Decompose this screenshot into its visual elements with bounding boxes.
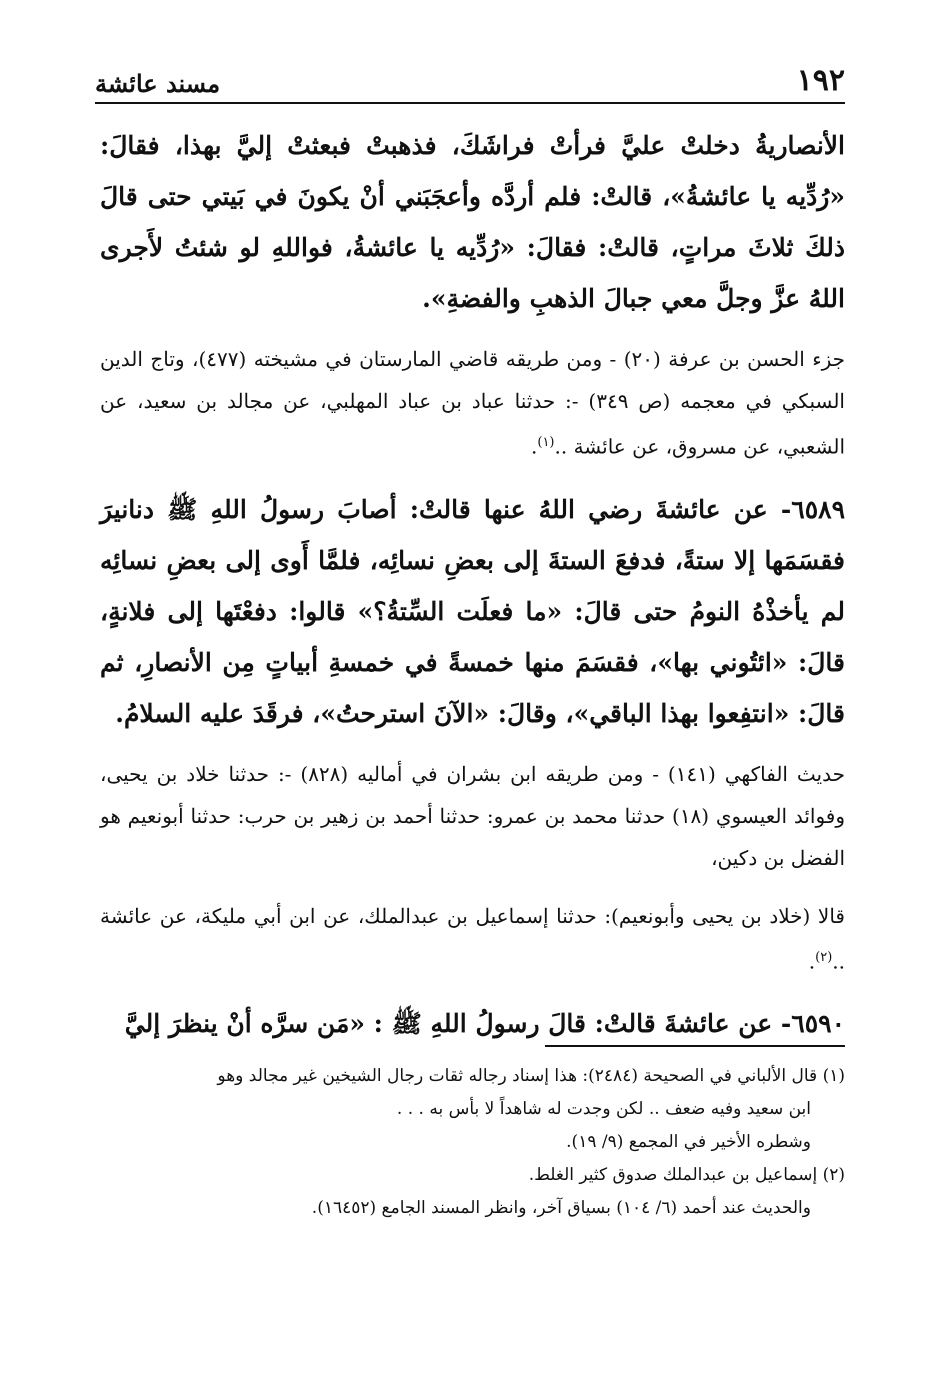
- footnote-ref: (١): [537, 435, 555, 450]
- footnote-2-cont: والحديث عند أحمد (٦/ ١٠٤) بسياق آخر، وانظر المسند الجامع (١٦٤٥٢).: [311, 1198, 811, 1218]
- running-title: مسند عائشة: [95, 69, 221, 98]
- hadith-source: جزء الحسن بن عرفة (٢٠) - ومن طريقه قاضي المارستان في مشيخته (٤٧٧)، وتاج الدين السبكي في معجمه (ص ٣٤٩) -: حدثنا عباد بن عباد المهلبي، عن مجالد بن سعيد، عن الشعبي، عن مسروق، عن عائشة ..$^{(١)}$.: [100, 347, 845, 459]
- hadith-6590: ٦٥٩٠- عن عائشةَ قالتْ: قالَ رسولُ اللهِ ﷺ : «مَن سرَّه أنْ ينظرَ إليَّ: [124, 1009, 845, 1039]
- footnote-1-cont: وشطره الأخير في المجمع (٩/ ١٩).: [566, 1132, 811, 1152]
- page-number: ١٩٢: [796, 63, 845, 98]
- footnote-1-cont: ابن سعيد وفيه ضعف .. لكن وجدت له شاهداً لا بأس به . . .: [396, 1099, 811, 1119]
- footnote-1: (١) قال الألباني في الصحيحة (٢٤٨٤): هذا إسناد رجاله ثقات رجال الشيخين غير مجالد وهو: [217, 1066, 845, 1086]
- hadith-source: حديث الفاكهي (١٤١) - ومن طريقه ابن بشران في أماليه (٨٢٨) -: حدثنا خلاد بن يحيى، وفوائد العيسوي (١٨) حدثنا محمد بن عمرو: حدثنا أحمد بن زهير بن حرب: حدثنا أبونعيم هو الفضل بن دكين،: [100, 761, 846, 870]
- footnote-2: (٢) إسماعيل بن عبدالملك صدوق كثير الغلط.: [528, 1165, 845, 1185]
- footnote-divider: [545, 1045, 845, 1047]
- page-header: [95, 58, 845, 104]
- hadith-text-continued: الأنصاريةُ دخلتْ عليَّ فرأتْ فراشَكَ، فذهبتْ فبعثتْ إليَّ بهذا، فقالَ: «رُدِّيه يا عائشةُ»، قالتْ: فلم أردَّه وأعجَبَني أنْ يكونَ في بَيتي حتى قالَ ذلكَ ثلاثَ مراتٍ، قالتْ: فقالَ: «رُدِّيه يا عائشةُ، فواللهِ لو شئتُ لأَجرى اللهُ عزَّ وجلَّ معي جبالَ الذهبِ والفضةِ».: [100, 131, 845, 313]
- hadith-6589: ٦٥٨٩- عن عائشةَ رضي اللهُ عنها قالتْ: أصابَ رسولُ اللهِ ﷺ دنانيرَ فقسَمَها إلا ستةً، فدفعَ الستةَ إلى بعضِ نسائِه، فلمَّا أَوى إلى بعضِ نسائِه لم يأخذْهُ النومُ حتى قالَ: «ما فعلَت السِّتةُ؟» قالوا: دفعْتَها إلى فلانةٍ، قالَ: «ائتُوني بها»، فقسَمَ منها خمسةً في خمسةِ أبياتٍ مِن الأنصارِ، ثم قالَ: «انتفِعوا بهذا الباقي»، وقالَ: «الآنَ استرحتُ»، فرقَدَ عليه السلامُ.: [100, 494, 845, 728]
- main-text: [100, 120, 845, 1063]
- footnotes: [100, 1060, 845, 1225]
- footnote-ref: (٢): [815, 949, 833, 965]
- hadith-source: قالا (خلاد بن يحيى وأبونعيم): حدثنا إسماعيل بن عبدالملك، عن ابن أبي مليكة، عن عائشة ..$^{(٢)}$.: [100, 903, 845, 974]
